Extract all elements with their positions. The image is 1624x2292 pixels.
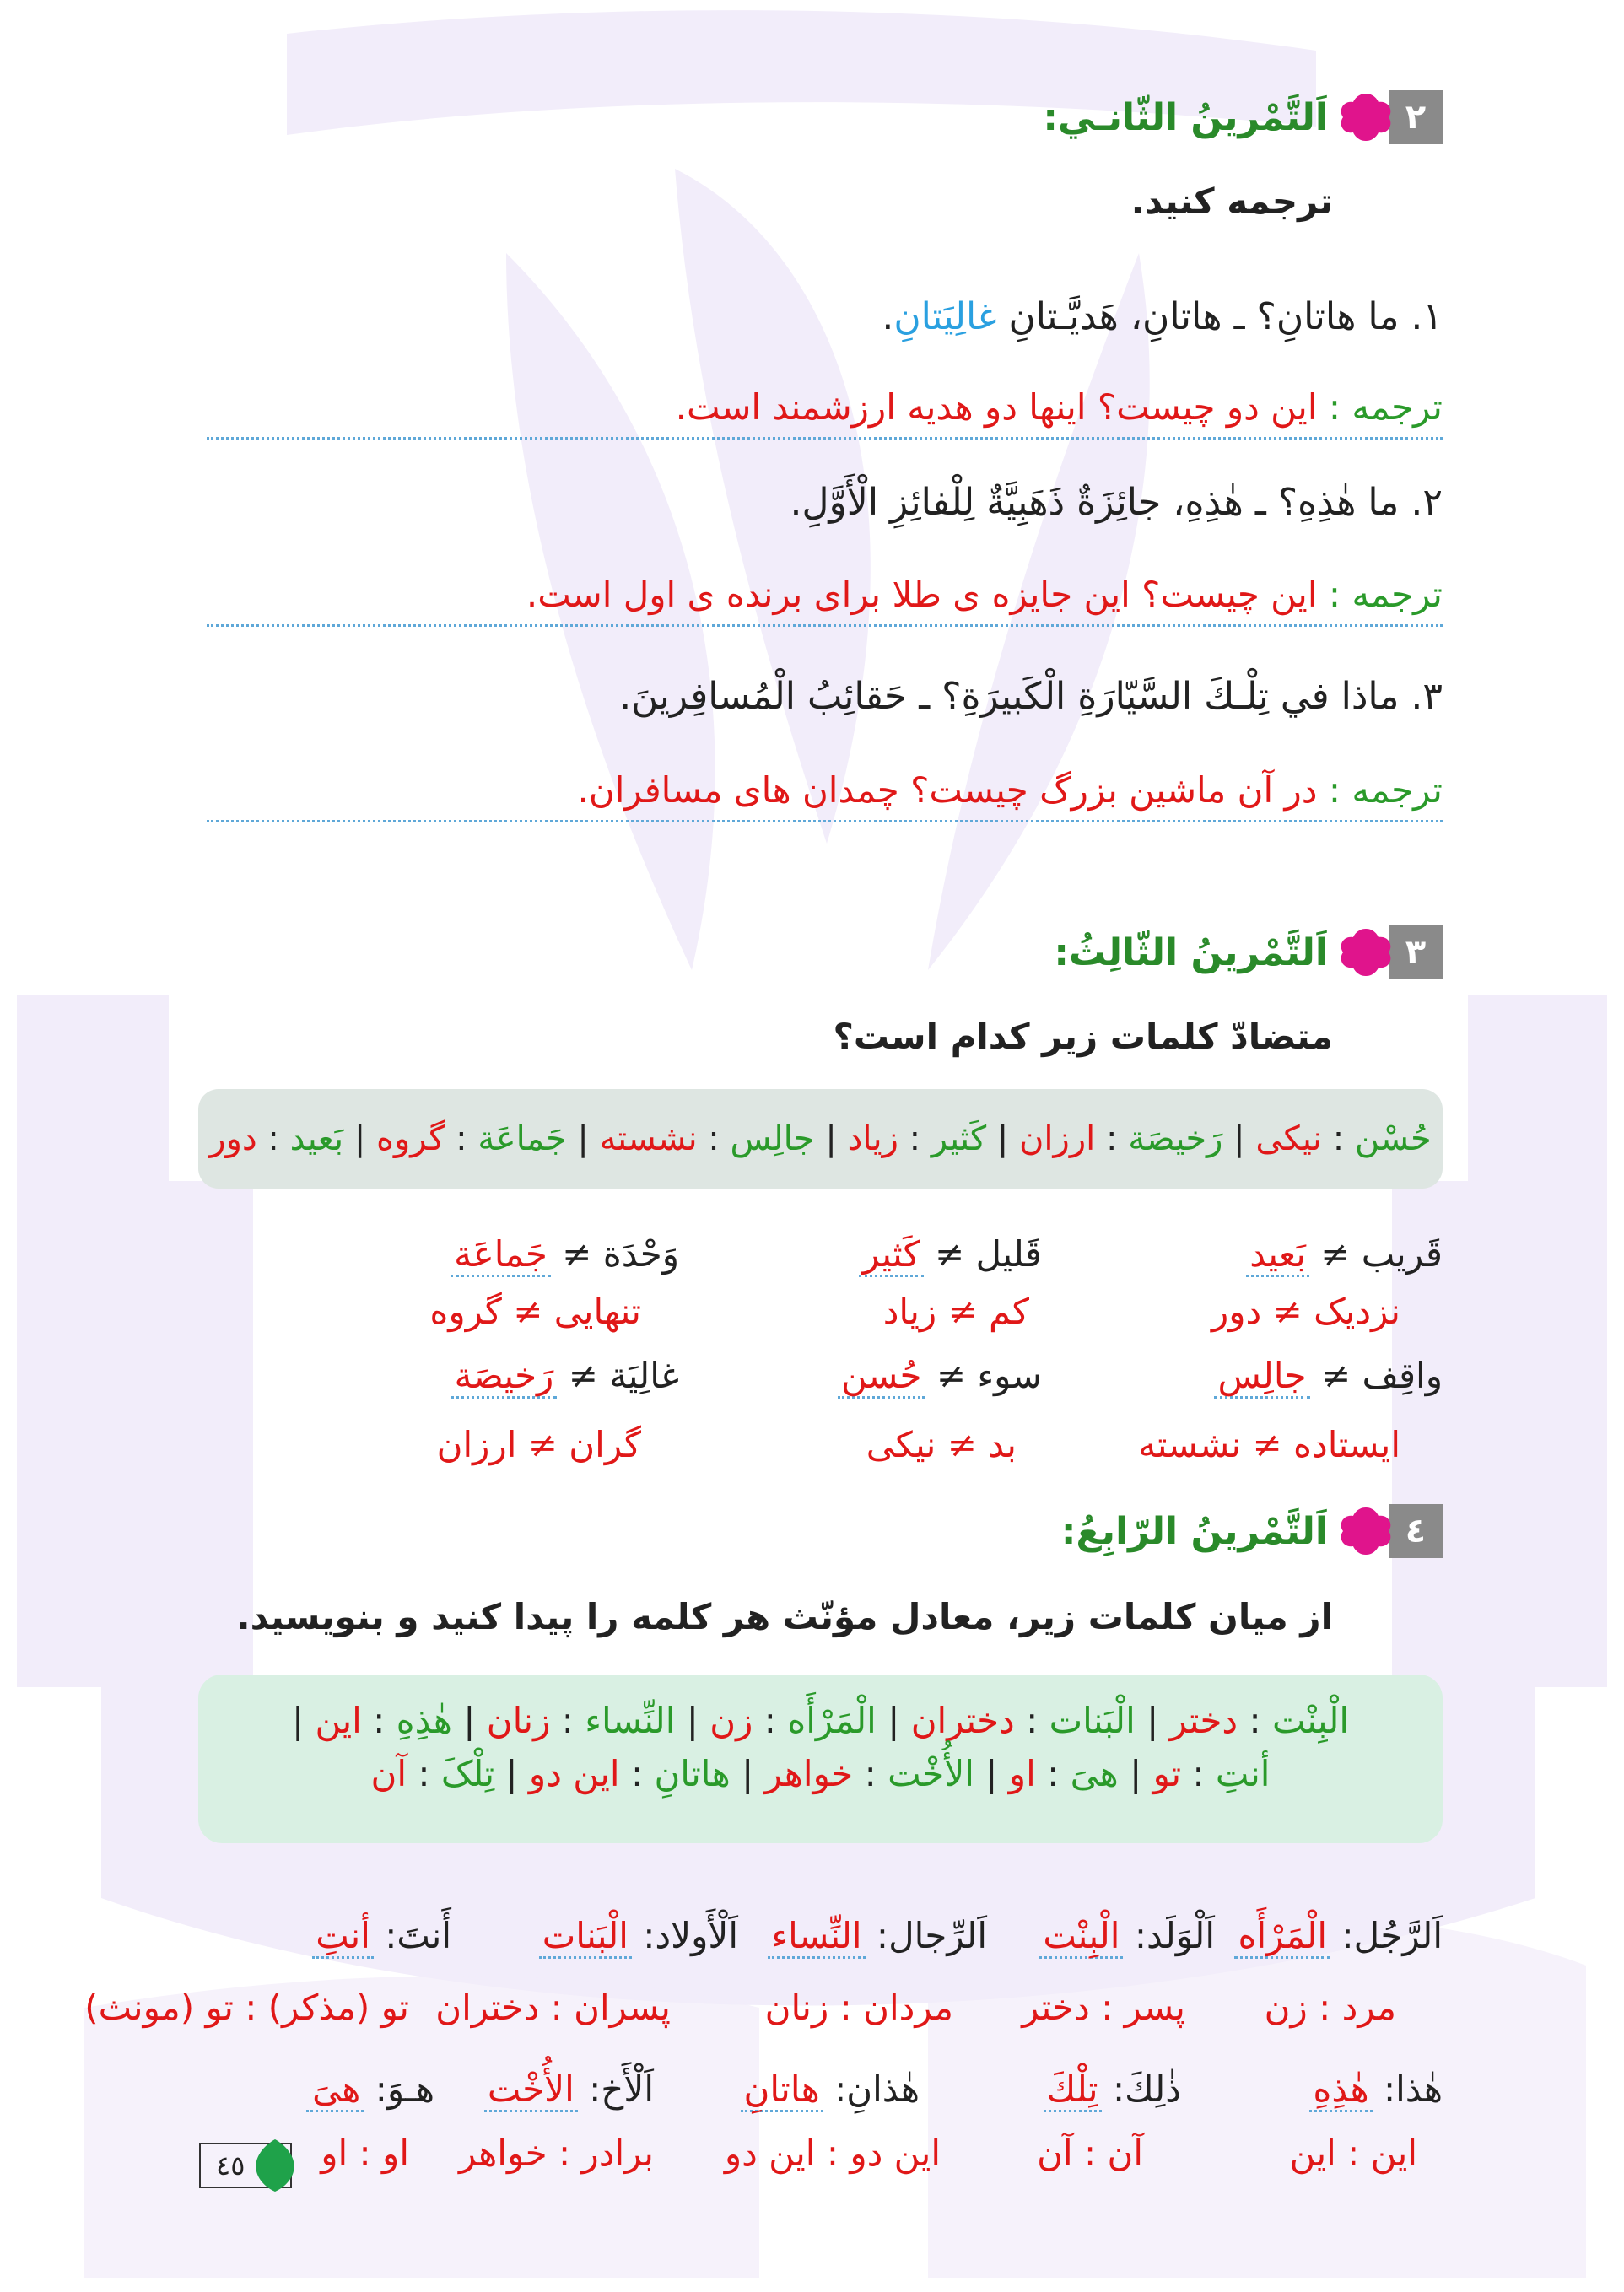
word-segment: :: [619, 1753, 655, 1794]
pair-word: غالِيَة ≠: [568, 1355, 679, 1396]
word-segment: النِّساء: [585, 1700, 676, 1741]
antonym-pair-1[interactable]: [1246, 1233, 1443, 1277]
page-number: ٤٥: [216, 2149, 245, 2181]
feminine-pair-8[interactable]: [741, 2068, 920, 2112]
pair-word: اَلْأَخ:: [589, 2068, 654, 2110]
pair-word: قَليل ≠: [934, 1233, 1042, 1275]
pair-answer: رَخيصَة: [451, 1355, 557, 1399]
word-segment: نیکی: [1255, 1119, 1322, 1158]
pair-answer: جَماعَة: [451, 1233, 551, 1277]
word-segment: الْبَنات: [1049, 1700, 1136, 1741]
word-segment: :: [1181, 1753, 1216, 1794]
page-leaf-icon: [253, 2136, 297, 2195]
word-segment: بَعید: [289, 1119, 344, 1158]
feminine-pair-10[interactable]: [306, 2068, 434, 2112]
word-segment: :: [1238, 1700, 1272, 1741]
word-segment: این: [315, 1700, 362, 1741]
feminine-pair-2[interactable]: [1039, 1915, 1215, 1959]
antonym-word-list: [209, 1119, 1432, 1158]
word-segment: :: [1014, 1700, 1049, 1741]
word-segment: :: [550, 1700, 585, 1741]
word-segment: |: [566, 1119, 600, 1158]
sentence-1: [882, 295, 1443, 338]
word-segment: این دو: [528, 1753, 620, 1794]
word-segment: |: [343, 1119, 377, 1158]
pair-word: هٰذا:: [1383, 2068, 1443, 2110]
word-segment: :: [361, 1700, 397, 1741]
translation-label: ترجمه :: [1317, 769, 1443, 811]
exercise-2-header: [1043, 90, 1443, 144]
pair-word: اَلرَّجُل:: [1341, 1915, 1443, 1956]
feminine-word-list-line-2: [198, 1753, 1443, 1794]
word-segment: خواهر: [764, 1753, 854, 1794]
word-segment: |: [675, 1700, 710, 1741]
feminine-pair-5[interactable]: [312, 1915, 451, 1959]
pair-meaning: آن : آن: [1037, 2133, 1143, 2174]
exercise-3-instruction: متضادّ کلمات زیر کدام است؟: [833, 1016, 1333, 1057]
word-segment: تو: [1152, 1753, 1182, 1794]
word-segment: هاتانِ: [654, 1753, 731, 1794]
word-segment: |: [986, 1119, 1020, 1158]
pair-meaning-5: بد ≠ نیکی: [866, 1424, 1017, 1465]
sentence-3: ۳. ماذا في تِلْـكَ السَّيّارَةِ الْكَبيرَةِ؟ ـ حَقائِبُ الْمُسافِرينَ.: [619, 675, 1443, 718]
pair-meaning-6: گران ≠ ارزان: [436, 1424, 641, 1465]
word-segment: :: [753, 1700, 788, 1741]
pair-word: ذٰلِكَ:: [1112, 2068, 1181, 2110]
pair-word: هٰذانِ:: [834, 2068, 920, 2110]
word-segment: |: [451, 1700, 487, 1741]
pair-answer: هٰذِهِ: [1309, 2068, 1372, 2112]
pair-answer: أنتِ: [312, 1915, 374, 1959]
pair-answer: جالِس: [1214, 1355, 1309, 1399]
pair-answer: كَثير: [859, 1233, 924, 1277]
word-segment: |: [1118, 1753, 1153, 1794]
sentence-1-text: ۱. ما هاتانِ؟ ـ هاتانِ، هَديَّـتانِ: [1008, 295, 1443, 338]
word-segment: دور: [209, 1119, 257, 1158]
word-segment: |: [974, 1753, 1009, 1794]
pair-meaning: تو (مذکر) : تو (مونث): [84, 1987, 409, 2028]
word-segment: او: [1008, 1753, 1036, 1794]
word-segment: |: [291, 1700, 316, 1741]
exercise-title: اَلتَّمْرينُ الثّالِثُ:: [1054, 930, 1328, 974]
word-segment: :: [256, 1119, 290, 1158]
word-segment: :: [445, 1119, 478, 1158]
feminine-pair-4[interactable]: [539, 1915, 738, 1959]
word-segment: جالِس: [730, 1119, 815, 1158]
flower-icon: [1336, 925, 1395, 979]
word-segment: تِلْکَ: [440, 1753, 495, 1794]
feminine-word-box: [198, 1675, 1443, 1843]
flower-icon: [1336, 90, 1395, 144]
pair-meaning: پسران : دختران: [435, 1987, 671, 2028]
word-segment: أنتِ: [1215, 1753, 1271, 1794]
word-segment: :: [1095, 1119, 1129, 1158]
word-segment: آن: [370, 1753, 407, 1794]
pair-answer: هاتانِ: [741, 2068, 823, 2112]
exercise-number: ۳: [1389, 925, 1443, 979]
pair-meaning: این : این: [1289, 2133, 1417, 2174]
pair-meaning-4: ایستاده ≠ نشسته: [1138, 1424, 1400, 1465]
pair-word: وَحْدَة ≠: [562, 1233, 679, 1275]
pair-word: واقِف ≠: [1320, 1355, 1443, 1396]
pair-meaning: این دو : این دو: [724, 2133, 941, 2174]
word-segment: :: [898, 1119, 931, 1158]
pair-answer: النِّساء: [768, 1915, 865, 1959]
pair-word: اَلرِّجال:: [876, 1915, 987, 1956]
pair-meaning-2: کم ≠ زیاد: [882, 1291, 1029, 1332]
feminine-pair-7[interactable]: [1044, 2068, 1181, 2112]
exercise-number: ٤: [1389, 1504, 1443, 1558]
pair-answer: هیَ: [306, 2068, 364, 2112]
word-segment: ارزان: [1019, 1119, 1096, 1158]
exercise-title: اَلتَّمْرينُ الرّابِعُ:: [1060, 1509, 1328, 1553]
word-segment: زنان: [486, 1700, 551, 1741]
antonym-pair-6[interactable]: [451, 1355, 679, 1399]
translation-label: ترجمه :: [1317, 574, 1443, 615]
translation-line-1[interactable]: [207, 386, 1443, 440]
word-segment: :: [1321, 1119, 1355, 1158]
translation-line-3[interactable]: [207, 769, 1443, 822]
sentence-1-end: .: [882, 295, 894, 338]
pair-word: هـوَ:: [375, 2068, 434, 2110]
pair-answer: الْمَرْأَه: [1234, 1915, 1330, 1959]
pair-meaning-3: تنهایی ≠ گروه: [429, 1291, 641, 1332]
exercise-number: ۲: [1389, 90, 1443, 144]
exercise-4-header: [1061, 1504, 1443, 1558]
word-segment: |: [494, 1753, 529, 1794]
pair-meaning-1: نزدیک ≠ دور: [1211, 1291, 1400, 1332]
pair-meaning: او : او: [321, 2133, 409, 2174]
antonym-pair-2[interactable]: [859, 1233, 1042, 1277]
feminine-word-list-line-1: [198, 1700, 1443, 1741]
pair-answer: الْبِنْت: [1039, 1915, 1123, 1959]
exercise-3-header: [1054, 925, 1443, 979]
word-segment: کَثیر: [931, 1119, 987, 1158]
antonym-pair-5[interactable]: [838, 1355, 1042, 1399]
feminine-pair-9[interactable]: [484, 2068, 654, 2112]
word-segment: |: [814, 1119, 848, 1158]
pair-word: أَنتَ:: [385, 1915, 451, 1956]
exercise-4-instruction: از میان کلمات زیر، معادل مؤنّث هر کلمه را پیدا کنید و بنویسید.: [236, 1596, 1333, 1637]
pair-answer: الأُخْت: [484, 2068, 578, 2112]
word-segment: هیَ: [1070, 1753, 1119, 1794]
pair-meaning: مرد : زن: [1264, 1987, 1396, 2028]
word-segment: نشسته: [599, 1119, 698, 1158]
sentence-2: ۲. ما هٰذِهِ؟ ـ هٰذِهِ، جائِزَةٌ ذَهَبِيَّةٌ لِلْفائِزِ الْأَوَّلِ.: [790, 481, 1443, 524]
feminine-pair-6[interactable]: [1309, 2068, 1443, 2112]
word-segment: الأُخْت: [888, 1753, 974, 1794]
pair-meaning: پسر : دختر: [1022, 1987, 1185, 2028]
pair-word: قَريب ≠: [1320, 1233, 1443, 1275]
word-segment: |: [1222, 1119, 1256, 1158]
pair-meaning: مردان : زنان: [764, 1987, 953, 2028]
flower-icon: [1336, 1504, 1395, 1558]
pair-word: اَلْوَلَد:: [1134, 1915, 1215, 1956]
translation-label: ترجمه :: [1317, 386, 1443, 428]
exercise-title: اَلتَّمْرينُ الثّانـي:: [1043, 95, 1328, 139]
pair-answer: الْبَنات: [539, 1915, 632, 1959]
word-segment: دختران: [910, 1700, 1015, 1741]
exercise-2-instruction: ترجمه کنید.: [1130, 181, 1333, 222]
antonym-pair-4[interactable]: [1214, 1355, 1443, 1399]
sentence-1-highlight: غالِيَتانِ: [893, 295, 997, 338]
antonym-pair-3[interactable]: [451, 1233, 679, 1277]
word-segment: |: [876, 1700, 911, 1741]
word-segment: زن: [709, 1700, 753, 1741]
pair-word: سوء ≠: [936, 1355, 1042, 1396]
pair-answer: تِلْكَ: [1044, 2068, 1102, 2112]
word-segment: :: [697, 1119, 731, 1158]
pair-word: اَلْأَولاد:: [643, 1915, 738, 1956]
word-segment: الْبِنْت: [1271, 1700, 1350, 1741]
word-segment: زیاد: [847, 1119, 898, 1158]
word-segment: گروه: [376, 1119, 445, 1158]
pair-answer: حُسن: [838, 1355, 925, 1399]
word-segment: رَخیصَة: [1128, 1119, 1223, 1158]
word-segment: :: [853, 1753, 888, 1794]
feminine-pair-1[interactable]: [1234, 1915, 1443, 1959]
word-segment: :: [1035, 1753, 1071, 1794]
pair-meaning: برادر : خواهر: [458, 2133, 654, 2174]
word-segment: دختر: [1169, 1700, 1238, 1741]
word-segment: حُسْن: [1354, 1119, 1432, 1158]
antonym-word-box: [198, 1089, 1443, 1189]
word-segment: الْمَرْأَه: [787, 1700, 877, 1741]
word-segment: |: [1135, 1700, 1170, 1741]
pair-answer: بَعيد: [1246, 1233, 1309, 1277]
word-segment: جَماعَة: [477, 1119, 567, 1158]
translation-answer: این دو چیست؟ اینها دو هدیه ارزشمند است.: [675, 386, 1318, 428]
translation-answer: در آن ماشین بزرگ چیست؟ چمدان های مسافران.: [577, 769, 1318, 811]
word-segment: هٰذِهِ: [396, 1700, 452, 1741]
word-segment: :: [407, 1753, 441, 1794]
word-segment: |: [730, 1753, 765, 1794]
translation-answer: این چیست؟ این جایزه ی طلا برای برنده ی اول است.: [526, 574, 1318, 615]
feminine-pair-3[interactable]: [768, 1915, 987, 1959]
translation-line-2[interactable]: [207, 574, 1443, 627]
